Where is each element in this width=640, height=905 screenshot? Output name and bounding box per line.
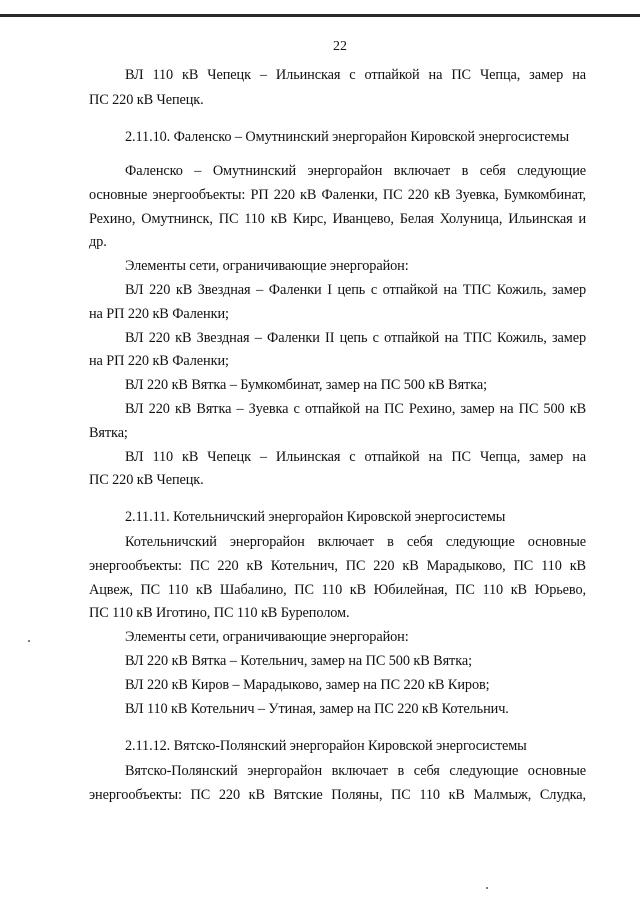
scan-speck bbox=[486, 887, 488, 889]
scan-speck bbox=[28, 640, 30, 642]
paragraph-line: ВЛ 220 кВ Вятка – Бумкомбинат, замер на ПС 500 кВ Вятка; bbox=[125, 377, 487, 393]
paragraph-line: Вятско-Полянский энергорайон включает в себя следующие основные bbox=[125, 763, 586, 779]
paragraph-line: энергообъекты: ПС 220 кВ Вятские Поляны, ПС 110 кВ Малмыж, Слудка, bbox=[89, 787, 586, 803]
section-heading: 2.11.11. Котельничский энергорайон Кировской энергосистемы bbox=[125, 509, 506, 525]
paragraph-line: др. bbox=[89, 234, 107, 250]
paragraph-line: ПС 220 кВ Чепецк. bbox=[89, 92, 204, 108]
paragraph-line: Рехино, Омутнинск, ПС 110 кВ Кирс, Иванцево, Белая Холуница, Ильинская и bbox=[89, 211, 586, 227]
top-border-line bbox=[0, 14, 640, 17]
paragraph-line: ВЛ 220 кВ Киров – Марадыково, замер на ПС 220 кВ Киров; bbox=[125, 677, 490, 693]
paragraph-line: ВЛ 220 кВ Звездная – Фаленки II цепь с отпайкой на ТПС Кожиль, замер bbox=[125, 330, 586, 346]
paragraph-line: на РП 220 кВ Фаленки; bbox=[89, 353, 229, 369]
paragraph-line: энергообъекты: ПС 220 кВ Котельнич, ПС 220 кВ Марадыково, ПС 110 кВ bbox=[89, 558, 586, 574]
paragraph-line: основные энергообъекты: РП 220 кВ Фаленки, ПС 220 кВ Зуевка, Бумкомбинат, bbox=[89, 187, 586, 203]
paragraph-line: Фаленско – Омутнинский энергорайон включает в себя следующие bbox=[125, 163, 586, 179]
paragraph-line: ВЛ 110 кВ Котельнич – Утиная, замер на ПС 220 кВ Котельнич. bbox=[125, 701, 509, 717]
paragraph-line: Котельничский энергорайон включает в себя следующие основные bbox=[125, 534, 586, 550]
paragraph-line: ВЛ 220 кВ Звездная – Фаленки I цепь с отпайкой на ТПС Кожиль, замер bbox=[125, 282, 586, 298]
paragraph-line: Элементы сети, ограничивающие энергорайон: bbox=[125, 258, 409, 274]
paragraph-line: Ацвеж, ПС 110 кВ Шабалино, ПС 110 кВ Юбилейная, ПС 110 кВ Юрьево, bbox=[89, 582, 586, 598]
paragraph-line: ВЛ 220 кВ Вятка – Зуевка с отпайкой на ПС Рехино, замер на ПС 500 кВ bbox=[125, 401, 586, 417]
section-heading: 2.11.12. Вятско-Полянский энергорайон Кировской энергосистемы bbox=[125, 738, 527, 754]
paragraph-line: ПС 220 кВ Чепецк. bbox=[89, 472, 204, 488]
paragraph-line: ВЛ 110 кВ Чепецк – Ильинская с отпайкой на ПС Чепца, замер на bbox=[125, 449, 586, 465]
paragraph-line: Элементы сети, ограничивающие энергорайон: bbox=[125, 629, 409, 645]
paragraph-line: на РП 220 кВ Фаленки; bbox=[89, 306, 229, 322]
paragraph-line: ПС 110 кВ Иготино, ПС 110 кВ Буреполом. bbox=[89, 605, 350, 621]
section-heading: 2.11.10. Фаленско – Омутнинский энергорайон Кировской энергосистемы bbox=[125, 129, 570, 145]
paragraph-line: ВЛ 110 кВ Чепецк – Ильинская с отпайкой на ПС Чепца, замер на bbox=[125, 67, 586, 83]
paragraph-line: ВЛ 220 кВ Вятка – Котельнич, замер на ПС 500 кВ Вятка; bbox=[125, 653, 472, 669]
paragraph-line: Вятка; bbox=[89, 425, 128, 441]
page-number: 22 bbox=[333, 39, 347, 54]
